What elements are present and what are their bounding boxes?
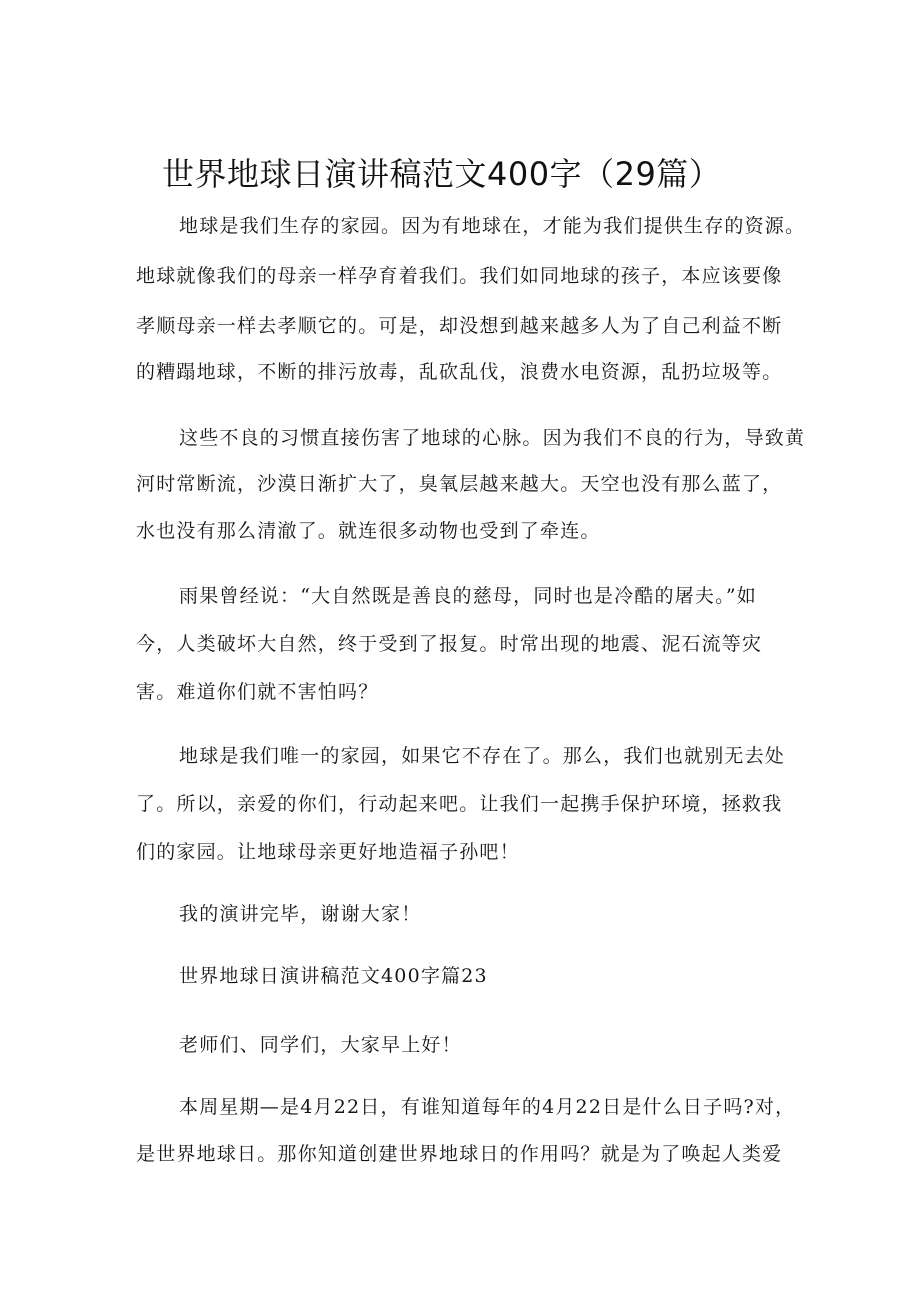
paragraph-line: 孝顺母亲一样去孝顺它的。可是，却没想到越来越多人为了自己利益不断 xyxy=(136,315,783,337)
paragraph-line: 今，人类破坏大自然，终于受到了报复。时常出现的地震、泥石流等灾 xyxy=(136,633,763,655)
paragraph-line: 们的家园。让地球母亲更好地造福子孙吧！ xyxy=(136,841,520,863)
paragraph-line: 地球就像我们的母亲一样孕育着我们。我们如同地球的孩子，本应该要像 xyxy=(136,265,783,287)
paragraph-line: 害。难道你们就不害怕吗？ xyxy=(136,681,379,703)
paragraph-line: 这些不良的习惯直接伤害了地球的心脉。因为我们不良的行为，导致黄 xyxy=(179,427,806,449)
paragraph-line: 雨果曾经说：“大自然既是善良的慈母，同时也是冷酷的屠夫。”如 xyxy=(179,585,757,607)
paragraph-line: 地球是我们唯一的家园，如果它不存在了。那么，我们也就别无去处 xyxy=(179,745,786,767)
paragraph-line: 地球是我们生存的家园。因为有地球在，才能为我们提供生存的资源。 xyxy=(179,215,806,237)
paragraph-line: 是世界地球日。那你知道创建世界地球日的作用吗？就是为了唤起人类爱 xyxy=(136,1143,783,1165)
paragraph-line: 的糟蹋地球，不断的排污放毒，乱砍乱伐，浪费水电资源，乱扔垃圾等。 xyxy=(136,361,783,383)
paragraph-line: 我的演讲完毕，谢谢大家！ xyxy=(179,903,422,925)
section-heading: 世界地球日演讲稿范文400字篇23 xyxy=(179,965,488,987)
paragraph-line: 本周星期—是4月22日，有谁知道每年的4月22日是什么日子吗?对， xyxy=(179,1096,796,1118)
paragraph-line: 河时常断流，沙漠日渐扩大了，臭氧层越来越大。天空也没有那么蓝了， xyxy=(136,473,783,495)
paragraph-line: 了。所以，亲爱的你们，行动起来吧。让我们一起携手保护环境，拯救我 xyxy=(136,793,783,815)
paragraph-line: 老师们、同学们，大家早上好！ xyxy=(179,1034,462,1056)
paragraph-line: 水也没有那么清澈了。就连很多动物也受到了牵连。 xyxy=(136,520,601,542)
document-title: 世界地球日演讲稿范文400字（29篇） xyxy=(162,155,722,193)
